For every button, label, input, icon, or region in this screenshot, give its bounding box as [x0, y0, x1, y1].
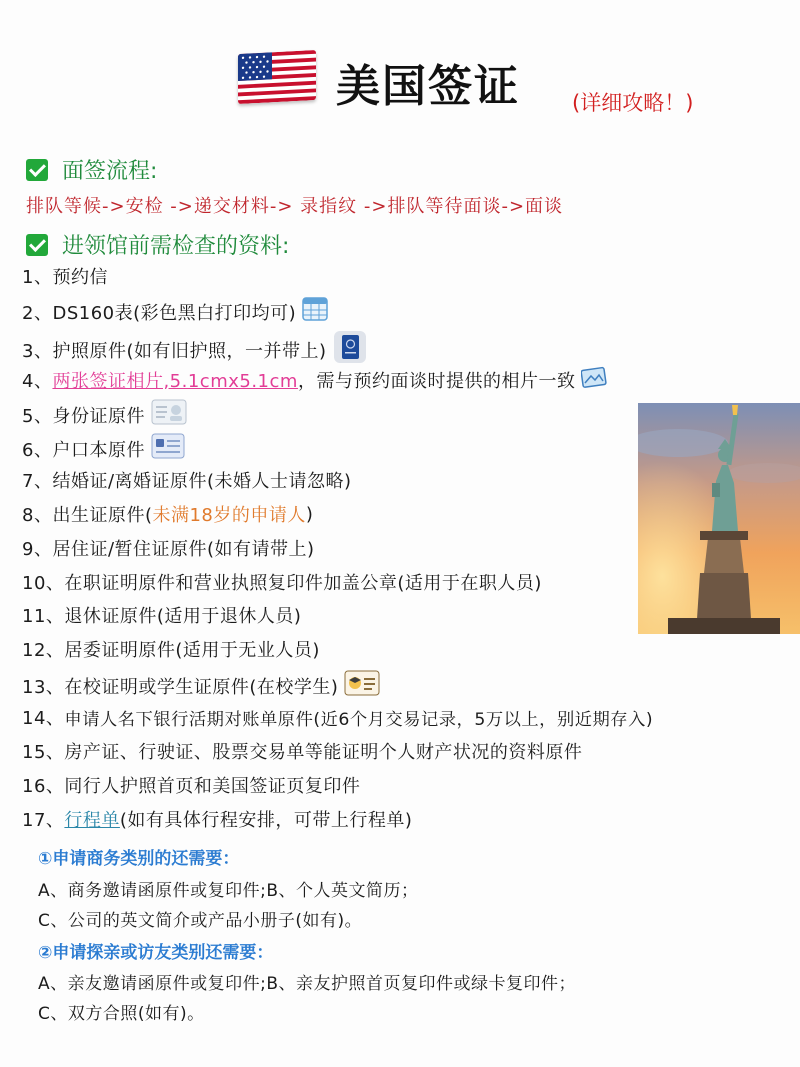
- us-flag-icon: [238, 50, 316, 104]
- checkbox-icon: [26, 159, 48, 181]
- item-number: 13、: [22, 676, 65, 698]
- interview-flow: 排队等候->安检 ->递交材料-> 录指纹 ->排队等待面谈->面谈: [26, 196, 564, 217]
- item-number: 16、: [22, 776, 65, 797]
- item-text: 申请人名下银行活期对账单原件(近6个月交易记录，5万以上，别近期存入): [64, 709, 654, 730]
- list-item: [22, 366, 607, 393]
- page-title: 美国签证: [336, 61, 520, 112]
- item-number: 8、: [22, 505, 53, 526]
- list-item: [22, 501, 313, 527]
- docs-heading-text: 进领馆前需检查的资料:: [62, 234, 290, 259]
- minor-applicant-note: 未满18岁的申请人: [152, 505, 306, 526]
- id-card-icon: [151, 399, 187, 430]
- list-item: [22, 297, 328, 326]
- household-register-icon: [151, 433, 185, 464]
- item-number: 5、: [22, 405, 53, 427]
- list-item: [22, 263, 108, 289]
- business-heading: ①申请商务类别的还需要：: [38, 849, 240, 869]
- interview-heading: [26, 154, 157, 185]
- page-subtitle: (详细攻略！): [572, 91, 694, 115]
- list-item: [22, 433, 185, 464]
- item-text: 退休证原件(适用于退休人员): [64, 606, 302, 627]
- item-text: 结婚证/离婚证原件(未婚人士请忽略): [52, 471, 352, 492]
- item-text: 户口本原件: [52, 439, 145, 461]
- checkbox-icon: [26, 234, 48, 256]
- business-line: C、公司的英文简介或产品小册子(如有)。: [38, 911, 363, 931]
- item-number: 6、: [22, 439, 53, 461]
- itinerary-highlight: 行程单: [64, 810, 120, 831]
- list-item: [22, 772, 360, 798]
- item-text: ，需与预约面谈时提供的相片一致: [297, 370, 576, 392]
- item-text: 在职证明原件和营业执照复印件加盖公章(适用于在职人员): [64, 573, 542, 594]
- list-item: [22, 467, 352, 493]
- item-text: 身份证原件: [52, 405, 145, 427]
- item-number: 14、: [22, 708, 65, 729]
- item-text: 同行人护照首页和美国签证页复印件: [64, 776, 361, 797]
- list-item: [22, 330, 367, 369]
- list-item: [22, 535, 315, 561]
- item-text: 在校证明或学生证原件(在校学生): [64, 676, 339, 698]
- item-number: 9、: [22, 539, 53, 560]
- item-text: DS160表(彩色黑白打印均可): [52, 302, 297, 324]
- item-text: 护照原件(如有旧护照，一并带上): [52, 340, 327, 362]
- list-item: [22, 670, 380, 701]
- list-item: [22, 704, 653, 730]
- list-item: [22, 806, 412, 832]
- list-item: [22, 636, 320, 662]
- item-text: 居住证/暂住证原件(如有请带上): [52, 539, 315, 560]
- family-heading: ②申请探亲或访友类别还需要：: [38, 943, 274, 963]
- item-number: 4、: [22, 370, 53, 392]
- item-text: 居委证明原件(适用于无业人员): [64, 640, 320, 661]
- list-item: [22, 738, 582, 764]
- family-line: C、双方合照(如有)。: [38, 1004, 205, 1024]
- student-card-icon: [344, 670, 380, 701]
- list-item: [22, 569, 542, 595]
- item-number: 1、: [22, 267, 53, 288]
- business-line: A、商务邀请函原件或复印件;B、个人英文简历；: [38, 881, 419, 901]
- item-text: 预约信: [52, 267, 108, 288]
- table-icon: [302, 297, 328, 326]
- item-number: 3、: [22, 340, 53, 362]
- family-line: A、亲友邀请函原件或复印件;B、亲友护照首页复印件或绿卡复印件；: [38, 974, 577, 994]
- list-item: [22, 399, 187, 430]
- item-text-tail: ): [305, 503, 314, 525]
- photo-icon: [581, 366, 607, 393]
- passport-icon: [333, 330, 367, 369]
- statue-of-liberty-image: [638, 403, 800, 634]
- item-number: 2、: [22, 302, 53, 324]
- docs-heading: [26, 229, 289, 260]
- item-text: (如有具体行程安排，可带上行程单): [119, 810, 413, 831]
- interview-heading-text: 面签流程:: [62, 159, 158, 184]
- item-text: 房产证、行驶证、股票交易单等能证明个人财产状况的资料原件: [64, 742, 583, 763]
- list-item: [22, 602, 301, 628]
- item-number: 7、: [22, 471, 53, 492]
- item-number: 11、: [22, 606, 65, 627]
- item-number: 10、: [22, 573, 65, 594]
- item-number: 12、: [22, 640, 65, 661]
- item-text: 出生证原件(: [52, 505, 153, 526]
- photo-size-highlight: 两张签证相片,5.1cmx5.1cm: [52, 370, 298, 392]
- item-number: 17、: [22, 810, 65, 831]
- item-number: 15、: [22, 742, 65, 763]
